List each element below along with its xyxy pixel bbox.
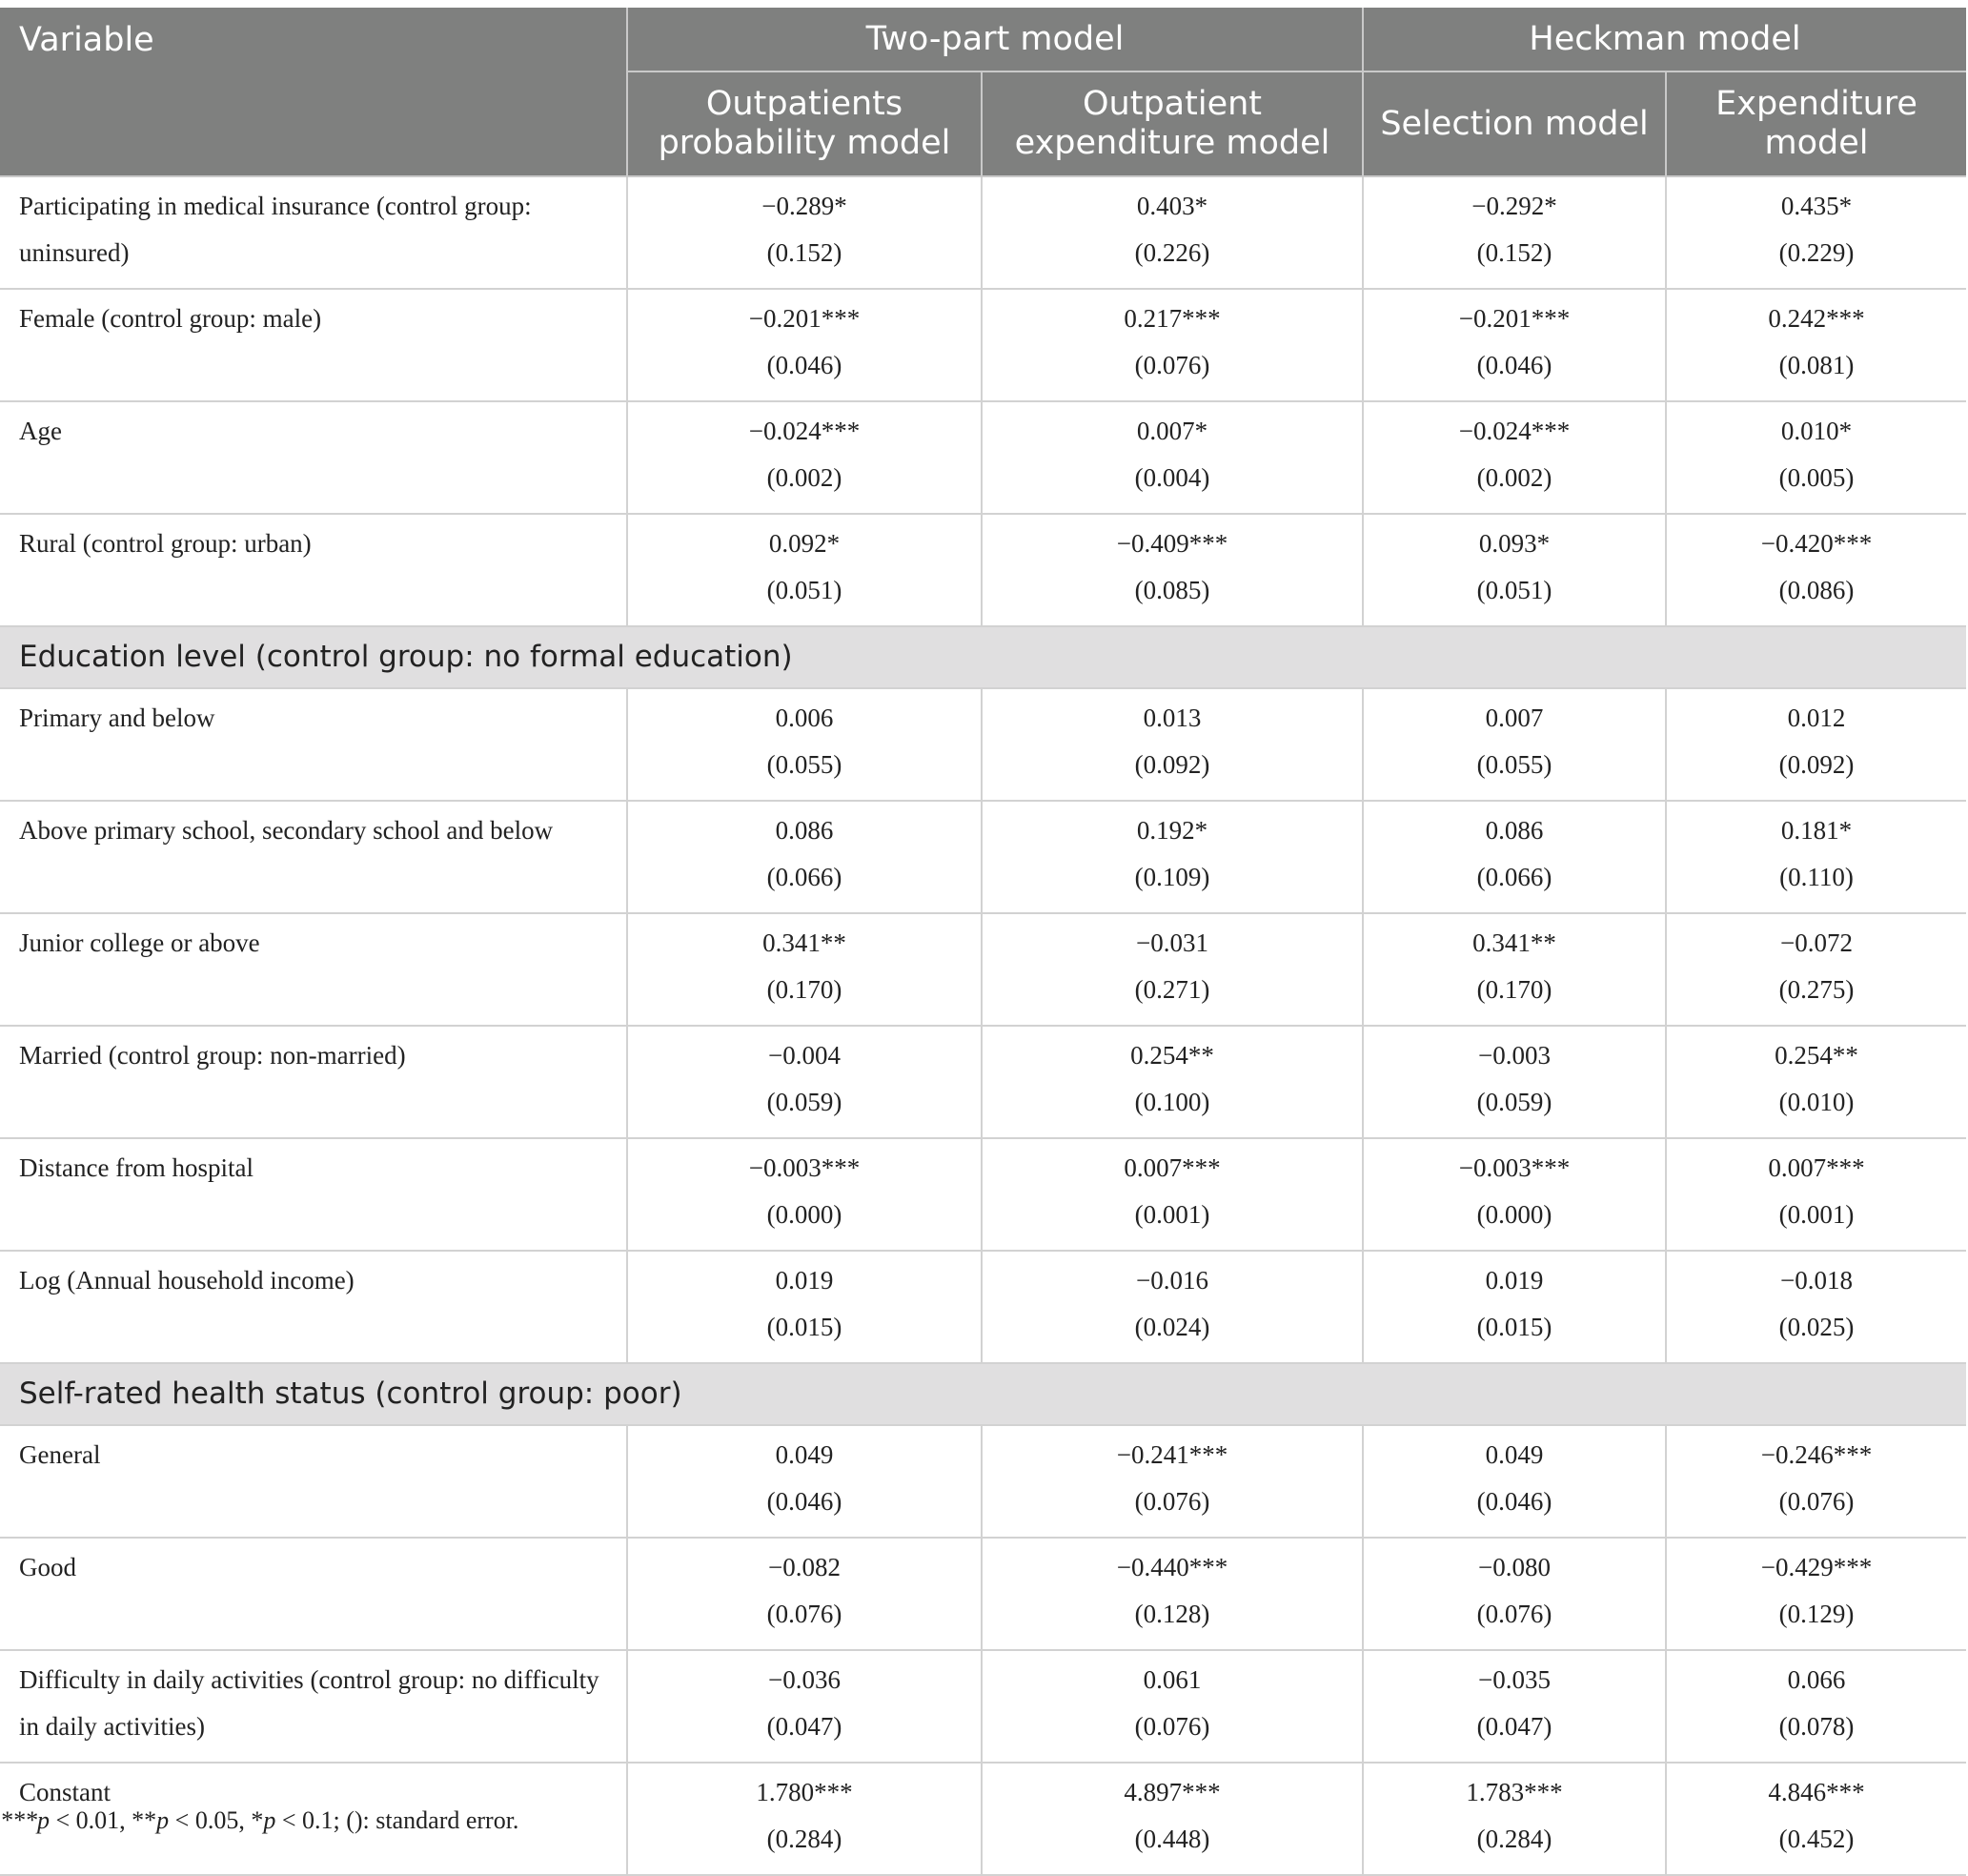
standard-error-value: (0.051) — [1476, 576, 1552, 604]
coefficient-value: −0.024*** — [748, 417, 861, 445]
table-body — [0, 176, 1966, 1875]
table-cell — [1363, 1763, 1666, 1875]
table-cell — [982, 514, 1363, 626]
standard-error-value: (0.051) — [766, 576, 842, 604]
coefficient-value: 0.066 — [1787, 1665, 1846, 1694]
table-row — [0, 401, 1966, 514]
row-label: Distance from hospital — [0, 1138, 627, 1251]
standard-error-value: (0.086) — [1778, 576, 1855, 604]
standard-error-value: (0.170) — [1476, 975, 1552, 1004]
table-cell — [627, 1763, 982, 1875]
section-row — [0, 626, 1966, 688]
coefficient-value: −0.024*** — [1458, 417, 1571, 445]
table-cell — [627, 913, 982, 1026]
table-row — [0, 688, 1966, 801]
standard-error-value: (0.109) — [1134, 863, 1210, 891]
standard-error-value: (0.284) — [1476, 1825, 1552, 1853]
table-cell — [982, 913, 1363, 1026]
table-cell — [627, 1251, 982, 1363]
table-cell — [1666, 688, 1966, 801]
row-label: Good — [0, 1538, 627, 1650]
coefficient-value: 0.007 — [1485, 704, 1544, 732]
coefficient-value: 0.061 — [1143, 1665, 1202, 1694]
standard-error-value: (0.046) — [1476, 1487, 1552, 1516]
coefficient-value: −0.003 — [1478, 1041, 1551, 1070]
standard-error-value: (0.076) — [1778, 1487, 1855, 1516]
table-row — [0, 1425, 1966, 1538]
coefficient-value: −0.003*** — [1458, 1153, 1571, 1182]
header-variable: Variable — [0, 8, 627, 176]
row-label: Rural (control group: urban) — [0, 514, 627, 626]
table-cell — [627, 514, 982, 626]
table-header — [0, 8, 1966, 176]
table-cell — [1363, 514, 1666, 626]
coefficient-value: 0.019 — [1485, 1266, 1544, 1295]
table-row — [0, 176, 1966, 289]
standard-error-value: (0.046) — [766, 351, 842, 379]
standard-error-value: (0.001) — [1778, 1200, 1855, 1229]
table-cell — [627, 1138, 982, 1251]
standard-error-value: (0.005) — [1778, 463, 1855, 492]
standard-error-value: (0.046) — [1476, 351, 1552, 379]
coefficient-value: −0.201*** — [748, 304, 861, 333]
table-cell — [982, 289, 1363, 401]
table-row — [0, 514, 1966, 626]
table-cell — [982, 1650, 1363, 1763]
standard-error-value: (0.448) — [1134, 1825, 1210, 1853]
header-group-two-part: Two-part model — [627, 8, 1363, 71]
table-cell — [1363, 176, 1666, 289]
table-cell — [982, 688, 1363, 801]
header-col-outpatient-expenditure: Outpatient expenditure model — [982, 71, 1363, 176]
table-footnote: ***p < 0.01, **p < 0.05, *p < 0.1; (): standard error. — [0, 1806, 519, 1834]
coefficient-value: 0.403* — [1136, 192, 1208, 220]
coefficient-value: 0.192* — [1136, 816, 1208, 845]
standard-error-value: (0.271) — [1134, 975, 1210, 1004]
coefficient-value: −0.292* — [1471, 192, 1557, 220]
coefficient-value: 4.897*** — [1124, 1778, 1221, 1806]
coefficient-value: 0.007* — [1136, 417, 1208, 445]
standard-error-value: (0.046) — [766, 1487, 842, 1516]
coefficient-value: −0.420*** — [1760, 529, 1873, 558]
table-row — [0, 1138, 1966, 1251]
standard-error-value: (0.152) — [766, 238, 842, 267]
table-cell — [1666, 289, 1966, 401]
row-label: Constant — [0, 1763, 627, 1875]
standard-error-value: (0.275) — [1778, 975, 1855, 1004]
row-label: Log (Annual household income) — [0, 1251, 627, 1363]
table-cell — [627, 1538, 982, 1650]
standard-error-value: (0.059) — [766, 1088, 842, 1116]
table-cell — [1666, 801, 1966, 913]
table-cell — [1363, 801, 1666, 913]
standard-error-value: (0.226) — [1134, 238, 1210, 267]
coefficient-value: −0.031 — [1136, 928, 1208, 957]
standard-error-value: (0.015) — [1476, 1313, 1552, 1341]
standard-error-value: (0.229) — [1778, 238, 1855, 267]
standard-error-value: (0.000) — [1476, 1200, 1552, 1229]
table-cell — [1363, 1138, 1666, 1251]
table-row — [0, 801, 1966, 913]
coefficient-value: −0.082 — [768, 1553, 841, 1581]
standard-error-value: (0.066) — [766, 863, 842, 891]
coefficient-value: 0.092* — [768, 529, 841, 558]
coefficient-value: 0.086 — [775, 816, 834, 845]
standard-error-value: (0.078) — [1778, 1712, 1855, 1741]
standard-error-value: (0.284) — [766, 1825, 842, 1853]
table-cell — [627, 1026, 982, 1138]
row-label: Participating in medical insurance (control group: uninsured) — [0, 176, 627, 289]
section-heading: Self-rated health status (control group: poor) — [0, 1363, 1966, 1425]
coefficient-value: 0.010* — [1780, 417, 1853, 445]
coefficient-value: 0.242*** — [1768, 304, 1865, 333]
row-label: Difficulty in daily activities (control group: no difficulty in daily activities) — [0, 1650, 627, 1763]
standard-error-value: (0.047) — [766, 1712, 842, 1741]
standard-error-value: (0.055) — [766, 750, 842, 779]
coefficient-value: 0.049 — [775, 1440, 834, 1469]
standard-error-value: (0.002) — [766, 463, 842, 492]
coefficient-value: −0.246*** — [1760, 1440, 1873, 1469]
table-cell — [1666, 1425, 1966, 1538]
standard-error-value: (0.452) — [1778, 1825, 1855, 1853]
table-cell — [1363, 1425, 1666, 1538]
table-cell — [1363, 1251, 1666, 1363]
standard-error-value: (0.000) — [766, 1200, 842, 1229]
table-cell — [982, 1026, 1363, 1138]
standard-error-value: (0.128) — [1134, 1600, 1210, 1628]
coefficient-value: −0.409*** — [1116, 529, 1228, 558]
table-cell — [982, 1763, 1363, 1875]
standard-error-value: (0.025) — [1778, 1313, 1855, 1341]
table-cell — [1666, 1026, 1966, 1138]
coefficient-value: 0.012 — [1787, 704, 1846, 732]
table-cell — [1363, 1026, 1666, 1138]
coefficient-value: 1.780*** — [756, 1778, 853, 1806]
header-col-expenditure: Expenditure model — [1666, 71, 1966, 176]
standard-error-value: (0.076) — [1134, 1487, 1210, 1516]
coefficient-value: −0.440*** — [1116, 1553, 1228, 1581]
coefficient-value: −0.429*** — [1760, 1553, 1873, 1581]
table-cell — [982, 1251, 1363, 1363]
coefficient-value: 0.006 — [775, 704, 834, 732]
row-label: Above primary school, secondary school and below — [0, 801, 627, 913]
standard-error-value: (0.100) — [1134, 1088, 1210, 1116]
standard-error-value: (0.066) — [1476, 863, 1552, 891]
header-col-selection: Selection model — [1363, 71, 1666, 176]
table-cell — [1666, 1251, 1966, 1363]
table-cell — [1666, 1538, 1966, 1650]
coefficient-value: −0.080 — [1478, 1553, 1551, 1581]
standard-error-value: (0.076) — [1476, 1600, 1552, 1628]
table-cell — [1363, 1538, 1666, 1650]
standard-error-value: (0.092) — [1778, 750, 1855, 779]
table-cell — [1666, 1763, 1966, 1875]
section-heading: Education level (control group: no formal education) — [0, 626, 1966, 688]
coefficient-value: 1.783*** — [1466, 1778, 1563, 1806]
coefficient-value: −0.289* — [761, 192, 847, 220]
coefficient-value: −0.004 — [768, 1041, 841, 1070]
coefficient-value: 0.217*** — [1124, 304, 1221, 333]
coefficient-value: 0.435* — [1780, 192, 1853, 220]
table-cell — [627, 1425, 982, 1538]
section-row — [0, 1363, 1966, 1425]
table-cell — [1666, 176, 1966, 289]
coefficient-value: 0.093* — [1478, 529, 1551, 558]
row-label: Married (control group: non-married) — [0, 1026, 627, 1138]
table-cell — [1666, 401, 1966, 514]
standard-error-value: (0.002) — [1476, 463, 1552, 492]
coefficient-value: −0.003*** — [748, 1153, 861, 1182]
coefficient-value: 0.019 — [775, 1266, 834, 1295]
table-cell — [627, 688, 982, 801]
standard-error-value: (0.059) — [1476, 1088, 1552, 1116]
standard-error-value: (0.081) — [1778, 351, 1855, 379]
standard-error-value: (0.085) — [1134, 576, 1210, 604]
row-label: Primary and below — [0, 688, 627, 801]
table-cell — [982, 1138, 1363, 1251]
coefficient-value: 0.254** — [1775, 1041, 1858, 1070]
row-label: Junior college or above — [0, 913, 627, 1026]
table-cell — [982, 401, 1363, 514]
table-cell — [982, 1538, 1363, 1650]
row-label: Female (control group: male) — [0, 289, 627, 401]
standard-error-value: (0.152) — [1476, 238, 1552, 267]
standard-error-value: (0.047) — [1476, 1712, 1552, 1741]
coefficient-value: −0.036 — [768, 1665, 841, 1694]
table-cell — [1363, 401, 1666, 514]
table-row — [0, 1026, 1966, 1138]
table-row — [0, 289, 1966, 401]
table-cell — [627, 289, 982, 401]
standard-error-value: (0.015) — [766, 1313, 842, 1341]
table-cell — [1666, 1138, 1966, 1251]
coefficient-value: −0.035 — [1478, 1665, 1551, 1694]
coefficient-value: −0.072 — [1780, 928, 1854, 957]
table-row — [0, 1251, 1966, 1363]
table-cell — [982, 176, 1363, 289]
table-cell — [1363, 688, 1666, 801]
coefficient-value: −0.201*** — [1458, 304, 1571, 333]
coefficient-value: 0.007*** — [1768, 1153, 1865, 1182]
row-label: General — [0, 1425, 627, 1538]
table-cell — [1363, 1650, 1666, 1763]
coefficient-value: −0.018 — [1780, 1266, 1854, 1295]
coefficient-value: 0.086 — [1485, 816, 1544, 845]
table-row — [0, 913, 1966, 1026]
table-cell — [627, 801, 982, 913]
standard-error-value: (0.092) — [1134, 750, 1210, 779]
standard-error-value: (0.076) — [1134, 1712, 1210, 1741]
coefficient-value: 0.254** — [1130, 1041, 1214, 1070]
coefficient-value: 0.181* — [1780, 816, 1853, 845]
table-cell — [1363, 913, 1666, 1026]
coefficient-value: 0.341** — [762, 928, 846, 957]
table-cell — [982, 1425, 1363, 1538]
standard-error-value: (0.129) — [1778, 1600, 1855, 1628]
header-col-outpatients-probability: Outpatients probability model — [627, 71, 982, 176]
table-cell — [982, 801, 1363, 913]
standard-error-value: (0.004) — [1134, 463, 1210, 492]
coefficient-value: −0.241*** — [1116, 1440, 1228, 1469]
coefficient-value: 0.013 — [1143, 704, 1202, 732]
standard-error-value: (0.010) — [1778, 1088, 1855, 1116]
standard-error-value: (0.024) — [1134, 1313, 1210, 1341]
coefficient-value: 0.049 — [1485, 1440, 1544, 1469]
header-group-heckman: Heckman model — [1363, 8, 1966, 71]
table-cell — [1666, 514, 1966, 626]
coefficient-value: 0.341** — [1472, 928, 1556, 957]
coefficient-value: −0.016 — [1136, 1266, 1208, 1295]
table-cell — [1363, 289, 1666, 401]
row-label: Age — [0, 401, 627, 514]
standard-error-value: (0.170) — [766, 975, 842, 1004]
table-row — [0, 1538, 1966, 1650]
table-cell — [1666, 1650, 1966, 1763]
standard-error-value: (0.076) — [1134, 351, 1210, 379]
table-container — [0, 8, 1968, 1876]
table-cell — [627, 1650, 982, 1763]
table-cell — [627, 176, 982, 289]
coefficient-value: 0.007*** — [1124, 1153, 1221, 1182]
regression-table — [0, 8, 1966, 1876]
table-cell — [1666, 913, 1966, 1026]
standard-error-value: (0.076) — [766, 1600, 842, 1628]
table-row — [0, 1650, 1966, 1763]
standard-error-value: (0.055) — [1476, 750, 1552, 779]
coefficient-value: 4.846*** — [1768, 1778, 1865, 1806]
standard-error-value: (0.001) — [1134, 1200, 1210, 1229]
table-cell — [627, 401, 982, 514]
standard-error-value: (0.110) — [1779, 863, 1854, 891]
